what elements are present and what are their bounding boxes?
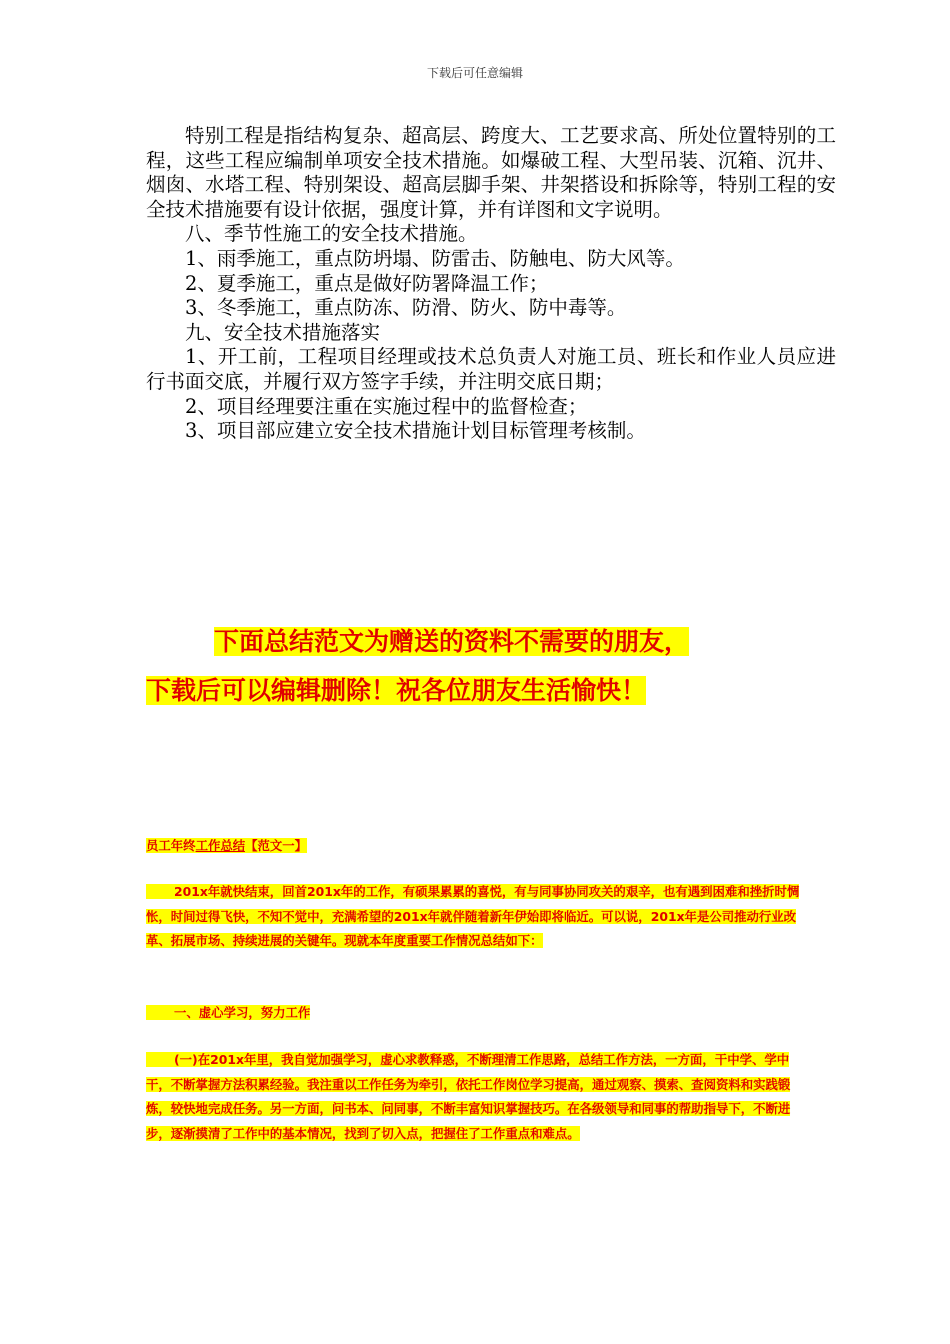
section-heading-seasonal: 八、季节性施工的安全技术措施。 <box>185 222 478 246</box>
sample-title <box>146 836 806 854</box>
list-item-rainy-season: 1、雨季施工，重点防坍塌、防雷击、防触电、防大风等。 <box>185 246 685 270</box>
sample-title-suffix: 【范文一】 <box>245 838 308 853</box>
list-item-before-start: 1、开工前，工程项目经理或技术总负责人对施工员、班长和作业人员应进行书面交底，并履行双方签字手续，并注明交底日期； <box>146 345 836 393</box>
page-header: 下载后可任意编辑 <box>426 66 523 80</box>
document-body <box>146 124 836 444</box>
list-item-summer: 2、夏季施工，重点是做好防署降温工作； <box>185 271 549 295</box>
notice-line-1 <box>146 624 846 660</box>
sample-heading-1-text: 一、虚心学习，努力工作 <box>174 1005 311 1020</box>
list-item-supervision: 2、项目经理要注重在实施过程中的监督检查； <box>185 394 588 418</box>
sample-heading-1 <box>146 1003 806 1021</box>
notice-line-1-text: 下面总结范文为赠送的资料不需要的朋友， <box>214 627 690 656</box>
sample-paragraph-2 <box>146 1048 806 1146</box>
notice-line-2 <box>146 673 846 709</box>
sample-title-prefix: 员工年终 <box>146 838 196 853</box>
sample-paragraph-2-text: (一)在201x年里，我自觉加强学习，虚心求教释惑，不断理清工作思路，总结工作方法，一方面，干中学、学中干，不断掌握方法积累经验。我注重以工作任务为牵引，依托工作岗位学习提高，通过观察、摸索、查阅资料和实践锻炼，较快地完成任务。另一方面，问书本、问同事，不断丰富知识掌握技巧。在各级领导和同事的帮助指导下，不断进步，逐渐摸清了工作中的基本情况，找到了切入点，把握住了工作重点和难点。 <box>146 1052 791 1141</box>
list-item-winter: 3、冬季施工，重点防冻、防滑、防火、防中毒等。 <box>185 296 627 320</box>
sample-title-link[interactable]: 工作总结 <box>195 838 246 853</box>
sample-paragraph-1 <box>146 880 806 954</box>
list-item-assessment: 3、项目部应建立安全技术措施计划目标管理考核制。 <box>185 419 646 443</box>
notice-line-2-text: 下载后可以编辑删除！祝各位朋友生活愉快！ <box>146 676 647 705</box>
section-heading-implementation: 九、安全技术措施落实 <box>185 320 381 344</box>
paragraph-special-projects: 特别工程是指结构复杂、超高层、跨度大、工艺要求高、所处位置特别的工程，这些工程应编制单项安全技术措施。如爆破工程、大型吊装、沉箱、沉井、烟囱、水塔工程、特别架设、超高层脚手架、井架搭设和拆除等，特别工程的安全技术措施要有设计依据，强度计算，并有详图和文字说明。 <box>146 124 836 221</box>
sample-paragraph-1-text: 201x年就快结束，回首201x年的工作，有硕果累累的喜悦，有与同事协同攻关的艰辛，也有遇到困难和挫折时惆怅，时间过得飞快，不知不觉中，充满希望的201x年就伴随着新年伊始即将临近。可以说，201x年是公司推动行业改革、拓展市场、持续进展的关键年。现就本年度重要工作情况总结如下： <box>146 884 800 949</box>
